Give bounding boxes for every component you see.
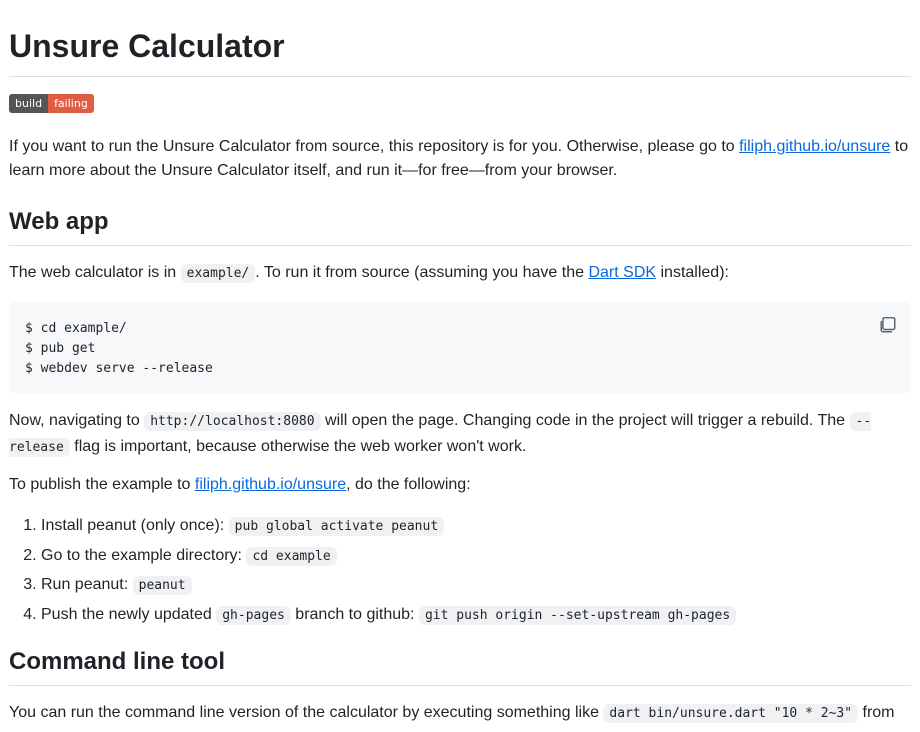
cli-paragraph [9,701,911,726]
cli-command-code: dart bin/unsure.dart "10 * 2~3" [603,704,858,723]
step-code: cd example [246,547,336,566]
web-app-heading: Web app [9,208,109,235]
unsure-site-link-2[interactable]: filiph.github.io/unsure [194,476,347,493]
step-code: git push origin --set-upstream gh-pages [419,606,736,625]
text: The web calculator is in [9,264,181,281]
list-item [41,601,911,631]
dart-sdk-link[interactable]: Dart SDK [588,264,657,281]
navigating-paragraph [9,408,911,460]
intro-text-end: to learn more about the Unsure Calculator itself, and run it—for free—from your browser. [9,138,909,179]
code-block-content: $ cd example/ $ pub get $ webdev serve --release [25,321,213,376]
step-code: pub global activate peanut [229,517,445,536]
example-dir-code: example/ [181,264,256,283]
unsure-site-link[interactable]: filiph.github.io/unsure [739,138,891,155]
cli-divider [9,685,911,686]
page-title: Unsure Calculator [9,28,285,64]
text: installed): [656,264,729,281]
text: To publish the example to [9,476,195,493]
text: Now, navigating to [9,412,145,429]
title-divider [9,76,911,77]
cli-heading: Command line tool [9,648,225,675]
release-flag-code: --release [9,414,872,455]
step-text: Push the newly updated [41,605,217,623]
publish-steps-list [9,512,911,630]
intro-text: If you want to run the Unsure Calculator from source, this repository is for you. Otherwise, please go to [9,138,740,155]
step-text: branch to github: [290,605,419,623]
text: . To run it from source (assuming you have the [255,264,589,281]
build-status-badge[interactable] [9,94,94,113]
list-item [41,512,911,542]
step-text: Install peanut (only once): [41,517,229,534]
badge-status: failing [48,94,94,113]
text: will open the page. Changing code in the project will trigger a rebuild. The [320,412,850,429]
list-item [41,571,911,601]
step-code: peanut [133,576,192,595]
step-text: Run peanut: [41,576,133,593]
publish-paragraph [9,473,911,497]
text: flag is important, because otherwise the web worker won't work. [69,438,527,455]
web-app-paragraph [9,261,911,286]
badge-label: build [9,94,48,113]
text: , do the following: [346,476,471,493]
text: You can run the command line version of the calculator by executing something like [9,704,604,721]
list-item [41,542,911,572]
intro-paragraph [9,135,911,183]
localhost-code: http://localhost:8080 [144,412,320,431]
web-app-divider [9,245,911,246]
step-text: Go to the example directory: [41,546,247,564]
step-code: gh-pages [216,606,291,625]
code-block [9,302,911,393]
copy-icon[interactable] [879,316,897,334]
text: from [858,704,895,721]
